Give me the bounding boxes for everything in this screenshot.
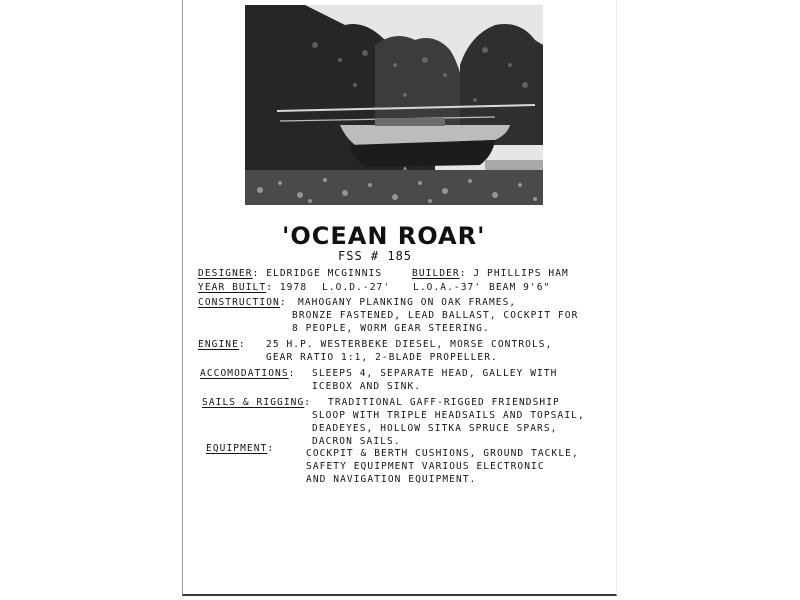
sails-label: SAILS & RIGGING <box>202 397 305 408</box>
engine-label-wrap <box>198 339 246 350</box>
engine-line-1: 25 H.P. WESTERBEKE DIESEL, MORSE CONTROLS, <box>266 339 553 350</box>
colon: : <box>459 268 467 279</box>
construction-label: CONSTRUCTION <box>198 297 280 308</box>
designer-line <box>198 268 382 279</box>
designer-label: DESIGNER <box>198 268 253 279</box>
year-label: YEAR BUILT <box>198 282 267 293</box>
construction-line-1: MAHOGANY PLANKING ON OAK FRAMES, <box>298 297 517 308</box>
colon: : <box>304 397 312 408</box>
boat-photo-image <box>245 5 543 205</box>
construction-line-3: 8 PEOPLE, WORM GEAR STEERING. <box>292 323 490 334</box>
equipment-line-2: SAFETY EQUIPMENT VARIOUS ELECTRONIC <box>306 461 545 472</box>
colon: : <box>252 268 260 279</box>
equipment-line-3: AND NAVIGATION EQUIPMENT. <box>306 474 477 485</box>
designer-value: ELDRIDGE MCGINNIS <box>266 268 383 279</box>
sails-line-3: DEADEYES, HOLLOW SITKA SPRUCE SPARS, <box>312 423 558 434</box>
fleet-number: FSS # 185 <box>338 249 413 263</box>
equipment-line-1: COCKPIT & BERTH CUSHIONS, GROUND TACKLE, <box>306 448 579 459</box>
construction-label-wrap <box>198 297 287 308</box>
builder-label: BUILDER <box>412 268 460 279</box>
builder-line <box>412 268 569 279</box>
year-line <box>198 282 307 293</box>
builder-value: J PHILLIPS HAM <box>473 268 569 279</box>
sails-line-2: SLOOP WITH TRIPLE HEADSAILS AND TOPSAIL, <box>312 410 585 421</box>
colon: : <box>267 443 275 454</box>
loa-value: L.O.A.-37' <box>413 282 482 293</box>
construction-line-2: BRONZE FASTENED, LEAD BALLAST, COCKPIT FOR <box>292 310 579 321</box>
accommodations-label-wrap <box>200 368 295 379</box>
sails-label-wrap <box>202 397 311 408</box>
sails-line-4: DACRON SAILS. <box>312 436 401 447</box>
boat-photo <box>245 5 543 205</box>
beam-value: BEAM 9'6" <box>489 282 551 293</box>
equipment-label-wrap <box>206 443 274 454</box>
colon: : <box>279 297 287 308</box>
engine-line-2: GEAR RATIO 1:1, 2-BLADE PROPELLER. <box>266 352 498 363</box>
equipment-label: EQUIPMENT <box>206 443 268 454</box>
lod-value: L.O.D.-27' <box>322 282 391 293</box>
accommodations-label: ACCOMODATIONS <box>200 368 289 379</box>
engine-label: ENGINE <box>198 339 239 350</box>
boat-name-title: 'OCEAN ROAR' <box>282 222 486 250</box>
accommodations-line-2: ICEBOX AND SINK. <box>312 381 422 392</box>
sails-line-1: TRADITIONAL GAFF-RIGGED FRIENDSHIP <box>328 397 560 408</box>
colon: : <box>266 282 274 293</box>
year-value: 1978 <box>279 282 308 293</box>
colon: : <box>238 339 246 350</box>
accommodations-line-1: SLEEPS 4, SEPARATE HEAD, GALLEY WITH <box>312 368 558 379</box>
colon: : <box>288 368 296 379</box>
